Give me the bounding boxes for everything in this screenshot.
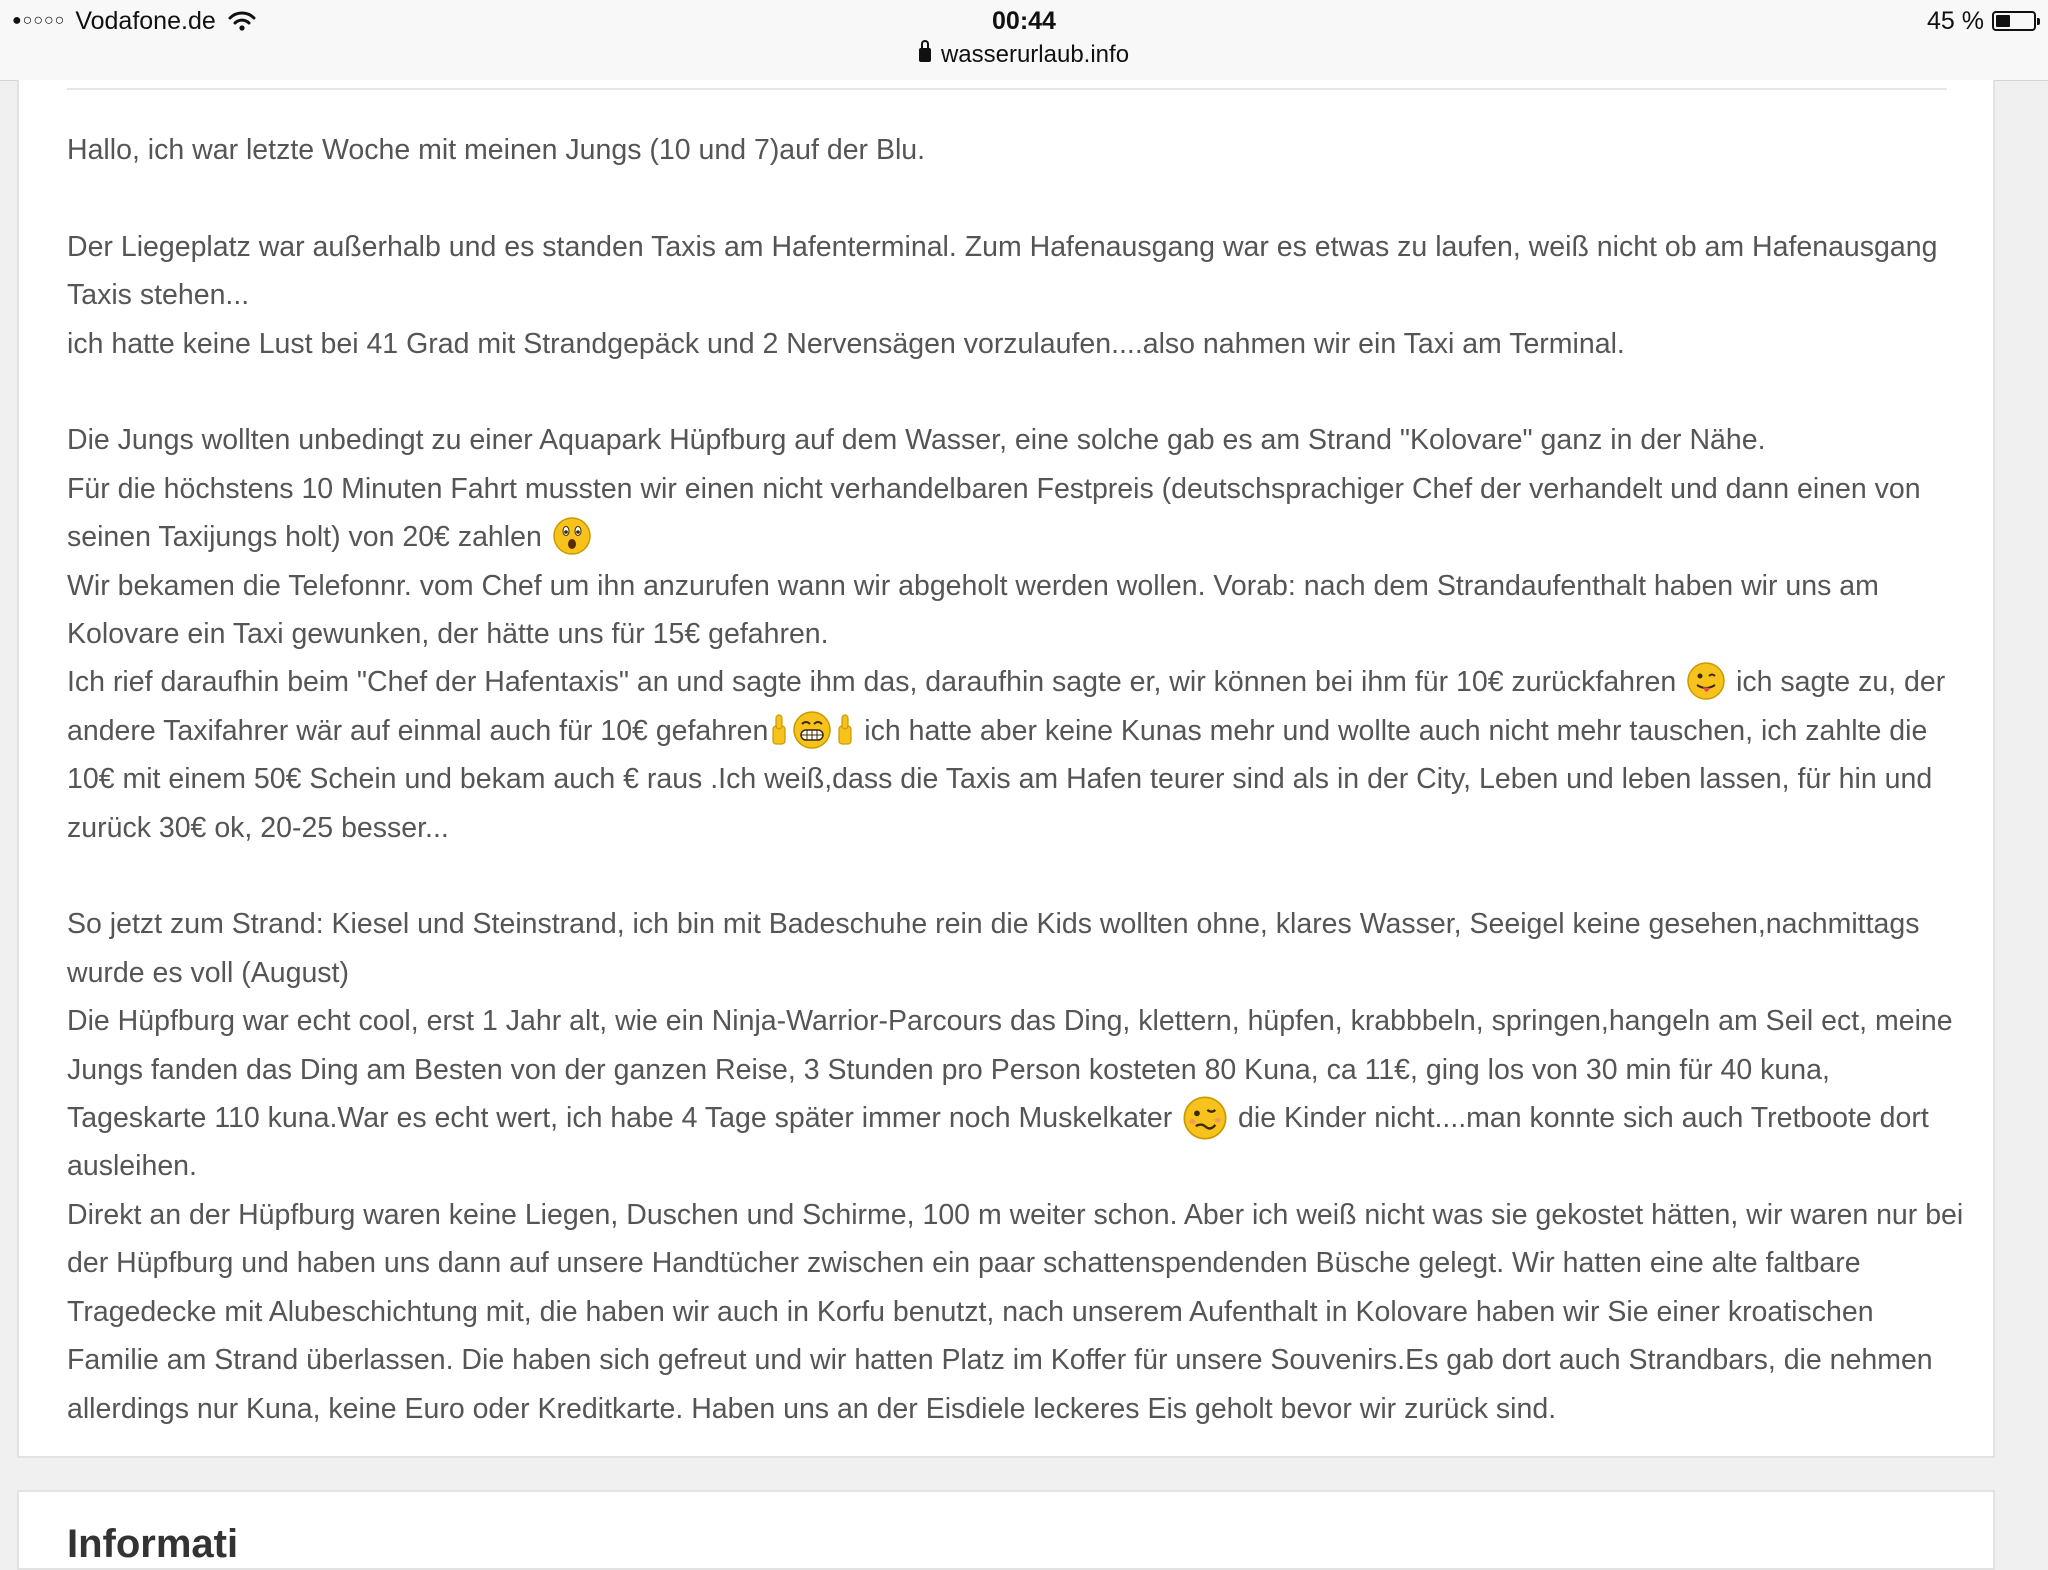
signal-strength-icon: ●○○○○ <box>12 12 66 29</box>
text-run: Die Hüpfburg war echt cool, erst 1 Jahr alt, wie ein Ninja-Warrior-Parcours das Ding, klettern, hüpfen, krabbbeln, springen,hangeln am Seil ect, meine Jungs fanden das Ding am Besten von der ganzen Reise, 3 Stunden pro Person kosteten 80 Kuna, ca 11€, ging los von 30 min für 40 kuna, Tageskarte 110 kuna.War es echt wert, ich habe 4 Tage später immer noch Muskelkater <box>67 1005 1953 1135</box>
post-body <box>67 126 1967 1433</box>
information-card <box>17 1490 1995 1570</box>
text-run: Ich rief daraufhin beim "Chef der Hafentaxis" an und sagte ihm das, daraufhin sagte er, wir können bei ihm für 10€ zurückfahren <box>67 666 1677 699</box>
paragraph: Wir bekamen die Telefonnr. vom Chef um ihn anzurufen wann wir abgeholt werden wollen. Vorab: nach dem Strandaufenthalt haben wir uns am Kolovare ein Taxi gewunken, der hätte uns für 15€ gefahren. <box>67 569 1879 651</box>
section-title: Informati <box>67 1522 239 1566</box>
paragraph: Direkt an der Hüpfburg waren keine Liegen, Duschen und Schirme, 100 m weiter schon. Aber ich weiß nicht was sie gekostet hätten, wir waren nur bei der Hüpfburg und haben uns dann auf unsere Handtücher zwischen ein paar schattenspendenden Büsche gelegt. Wir hatten eine alte faltbare Tragedecke mit Alubeschichtung mit, die haben wir auch in Korfu benutzt, nach unserem Aufenthalt in Kolovare haben wir Sie einer kroatischen Familie am Strand überlassen. Die haben sich gefreut und wir hatten Platz im Koffer für unsere Souvenirs.Es gab dort auch Strandbars, die nehmen allerdings nur Kuna, keine Euro oder Kreditkarte. Haben uns an der Eisdiele leckeres Eis geholt bevor wir zurück sind. <box>67 1198 1964 1425</box>
divider <box>67 88 1947 90</box>
battery-status <box>1927 6 2036 36</box>
clock: 00:44 <box>992 7 1056 35</box>
battery-percent: 45 % <box>1927 7 1984 35</box>
woozy-face-icon <box>1182 1095 1228 1141</box>
text-run: die Kinder nicht....man konnte sich auch Tretboote dort ausleihen. <box>67 1102 1929 1183</box>
paragraph: Hallo, ich war letzte Woche mit meinen Jungs (10 und 7)auf der Blu. <box>67 134 926 166</box>
winking-tongue-face-icon <box>1686 661 1726 701</box>
text-run: Für die höchstens 10 Minuten Fahrt mussten wir einen nicht verhandelbaren Festpreis (deutschsprachiger Chef der verhandelt und dann einen von seinen Taxijungs holt) von 20€ zahlen <box>67 472 1921 554</box>
paragraph <box>67 997 1967 1191</box>
paragraph: Die Jungs wollten unbedingt zu einer Aquapark Hüpfburg auf dem Wasser, eine solche gab es am Strand "Kolovare" ganz in der Nähe. <box>67 424 1766 457</box>
astonished-face-icon <box>552 516 592 556</box>
post-card <box>17 80 1995 1458</box>
battery-icon <box>1992 11 2036 31</box>
carrier-name: Vodafone.de <box>75 7 216 35</box>
battery-level-fill <box>1996 15 2010 27</box>
paragraph: Der Liegeplatz war außerhalb und es standen Taxis am Hafenterminal. Zum Hafenausgang war es etwas zu laufen, weiß nicht ob am Hafenausgang Taxis stehen... <box>67 230 1938 312</box>
address-bar[interactable] <box>0 40 2048 70</box>
paragraph: So jetzt zum Strand: Kiesel und Steinstrand, ich bin mit Badeschuhe rein die Kids wollten ohne, klares Wasser, Seeigel keine gesehen,nachmittags wurde es voll (August) <box>67 908 1920 989</box>
lock-icon <box>919 48 931 62</box>
thumbs-up-icon <box>768 712 790 748</box>
paragraph <box>67 658 1967 852</box>
grinning-face-icon <box>792 710 832 750</box>
paragraph <box>67 465 1967 562</box>
status-bar <box>0 0 2048 81</box>
thumbs-up-icon <box>834 712 856 748</box>
paragraph: ich hatte keine Lust bei 41 Grad mit Strandgepäck und 2 Nervensägen vorzulaufen....also nahmen wir ein Taxi am Terminal. <box>67 327 1625 360</box>
text-run: ich hatte aber keine Kunas mehr und wollte auch nicht mehr tauschen, ich zahlte die 10€ mit einem 50€ Schein und bekam auch € raus .Ich weiß,dass die Taxis am Hafen teurer sind als in der City, Leben und leben lassen, für hin und zurück 30€ ok, 20-25 besser... <box>67 714 1933 844</box>
url-text[interactable]: wasserurlaub.info <box>940 41 1130 68</box>
text-run: ich sagte zu, der andere Taxifahrer wär auf einmal auch für 10€ gefahren <box>67 666 1946 747</box>
